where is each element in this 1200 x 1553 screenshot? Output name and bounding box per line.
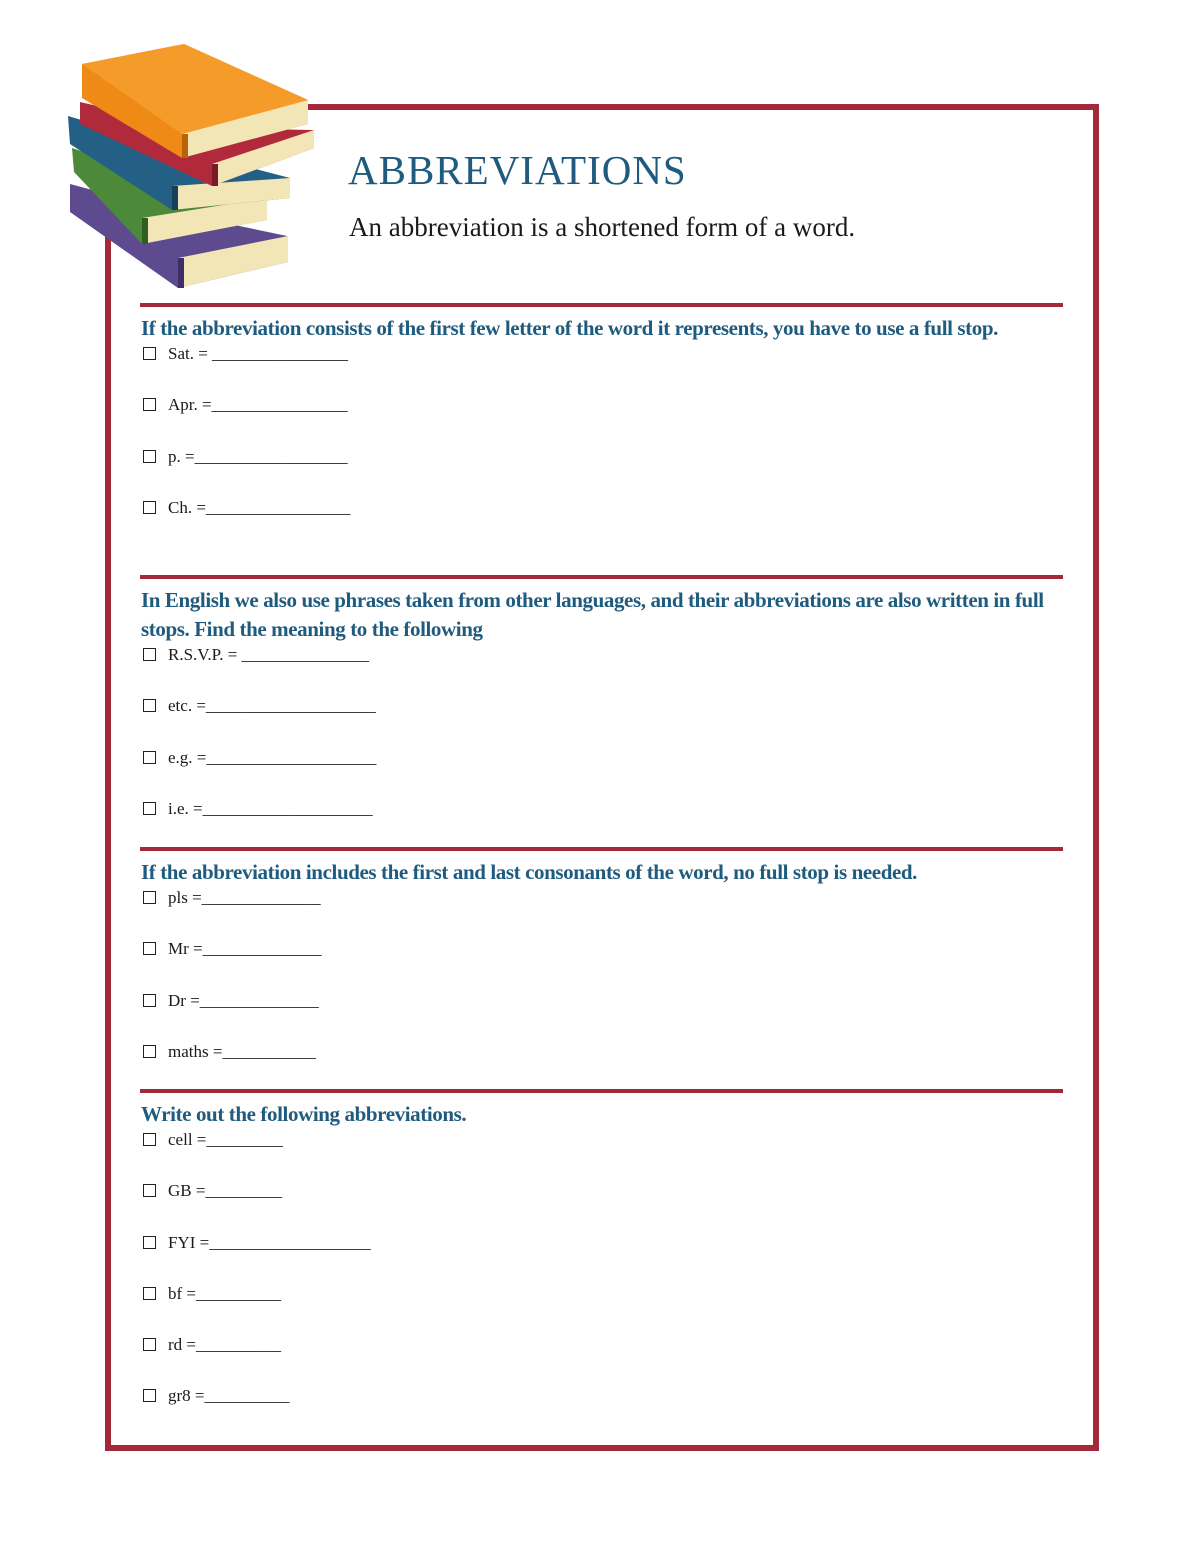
list-item [140, 1334, 1063, 1385]
item-text: Dr =______________ [168, 990, 319, 1010]
checkbox[interactable] [143, 942, 156, 955]
checkbox[interactable] [143, 994, 156, 1007]
section-write-out [140, 1089, 1063, 1437]
section-heading: If the abbreviation consists of the first few letter of the word it represents, you have to use a full stop. [141, 316, 999, 340]
checkbox[interactable] [143, 1184, 156, 1197]
list-item [140, 938, 1063, 989]
item-text: bf =__________ [168, 1283, 281, 1303]
list-item [140, 990, 1063, 1041]
checkbox[interactable] [143, 1287, 156, 1300]
section-heading: In English we also use phrases taken from other languages, and their abbreviations are also written in full stops. Find the meaning to the following [141, 588, 1044, 641]
item-text: FYI =___________________ [168, 1232, 371, 1252]
list-item [140, 446, 1063, 497]
checkbox[interactable] [143, 648, 156, 661]
item-text: pls =______________ [168, 888, 321, 907]
list-item [140, 394, 1063, 445]
item-text: GB =_________ [168, 1181, 282, 1201]
item-text: Apr. =________________ [168, 395, 348, 415]
list-item [140, 798, 1063, 849]
list-item [140, 1129, 1063, 1180]
intro-text: An abbreviation is a shortened form of a word. [349, 212, 856, 242]
list-item [140, 497, 1063, 548]
list-item [140, 1283, 1063, 1334]
checkbox[interactable] [143, 1338, 156, 1351]
item-text: p. =__________________ [168, 446, 348, 466]
section-no-full-stop [140, 847, 1063, 1092]
checkbox[interactable] [143, 802, 156, 815]
item-text: maths =___________ [168, 1041, 316, 1061]
checkbox[interactable] [143, 450, 156, 463]
list-item [140, 887, 1063, 938]
list-item [140, 644, 1063, 695]
section-foreign-phrases [140, 575, 1063, 849]
checkbox[interactable] [143, 699, 156, 712]
list-item [140, 747, 1063, 798]
list-item [140, 1180, 1063, 1231]
list-item [140, 1232, 1063, 1283]
section-heading: If the abbreviation includes the first and last consonants of the word, no full stop is needed. [141, 860, 918, 884]
section-divider [140, 303, 1063, 307]
section-full-stop [140, 303, 1063, 548]
section-divider [140, 847, 1063, 851]
checkbox[interactable] [143, 891, 156, 904]
item-text: i.e. =____________________ [168, 798, 373, 818]
section-heading: Write out the following abbreviations. [141, 1102, 467, 1126]
section-divider [140, 575, 1063, 579]
item-text: etc. =____________________ [168, 696, 376, 716]
item-text: Sat. = ________________ [168, 344, 349, 363]
list-item [140, 343, 1063, 394]
checkbox[interactable] [143, 1236, 156, 1249]
checkbox[interactable] [143, 347, 156, 360]
item-text: e.g. =____________________ [168, 747, 377, 767]
item-text: Mr =______________ [168, 939, 322, 959]
section-divider [140, 1089, 1063, 1093]
checkbox[interactable] [143, 398, 156, 411]
item-text: rd =__________ [168, 1335, 281, 1355]
list-item [140, 1041, 1063, 1092]
list-item [140, 695, 1063, 746]
page-title: ABBREVIATIONS [348, 147, 687, 193]
checkbox[interactable] [143, 1133, 156, 1146]
list-item [140, 1385, 1063, 1436]
checkbox[interactable] [143, 751, 156, 764]
item-text: R.S.V.P. = _______________ [168, 645, 370, 664]
checkbox[interactable] [143, 501, 156, 514]
books-stack-icon [62, 40, 324, 296]
item-text: cell =_________ [168, 1130, 283, 1149]
item-text: gr8 =__________ [168, 1386, 290, 1406]
checkbox[interactable] [143, 1389, 156, 1402]
checkbox[interactable] [143, 1045, 156, 1058]
item-text: Ch. =_________________ [168, 497, 351, 517]
